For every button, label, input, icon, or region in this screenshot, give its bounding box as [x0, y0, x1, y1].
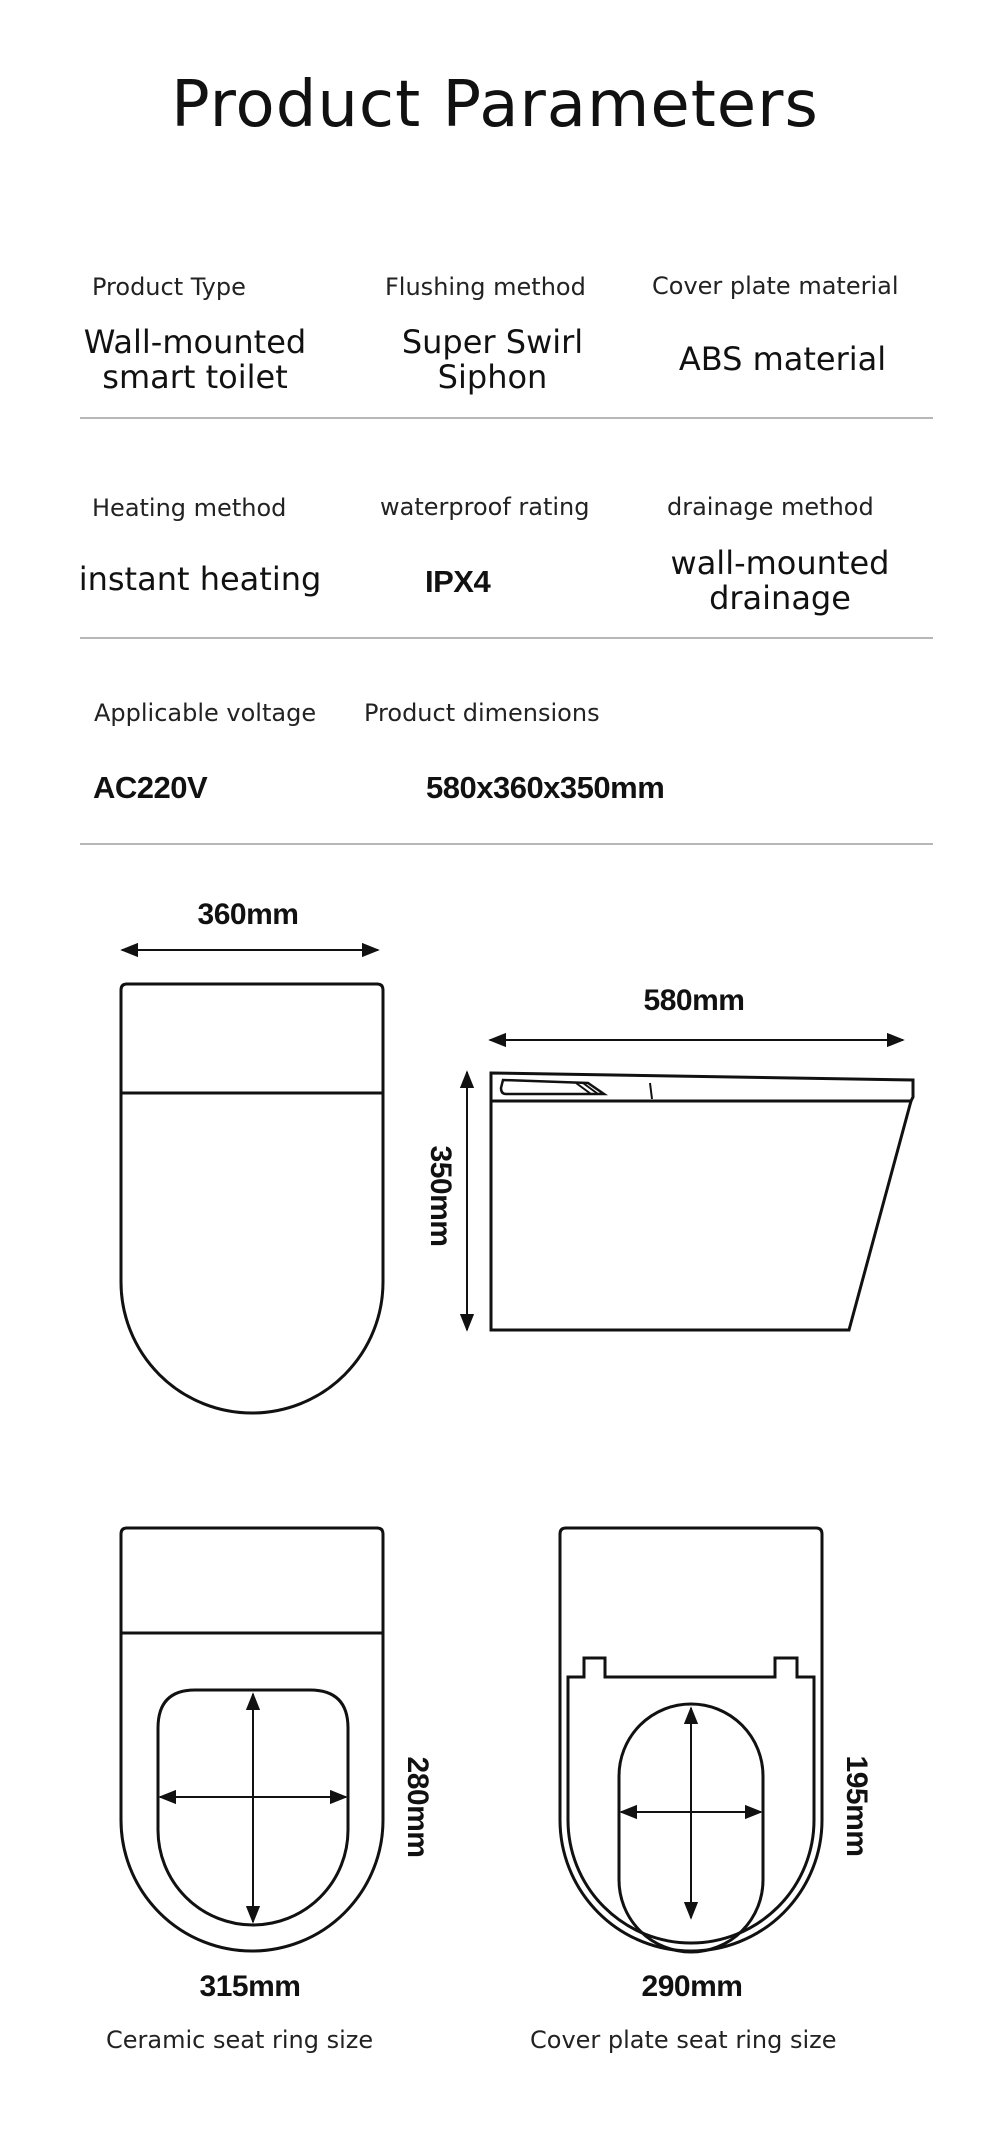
- param-label-waterproof-rating: waterproof rating: [380, 493, 590, 521]
- value-line: wall-mounted: [670, 544, 890, 582]
- cover-seam-line: [650, 1083, 652, 1099]
- cover-seat-caption: Cover plate seat ring size: [530, 2026, 837, 2054]
- toilet-top-outline: [121, 984, 383, 1413]
- top-view-drawing: [121, 898, 383, 1413]
- cover-width-label: 290mm: [641, 1970, 743, 2003]
- side-length-label: 580mm: [643, 984, 745, 1017]
- toilet-body-outline: [491, 1101, 911, 1330]
- page-title: Product Parameters: [171, 68, 819, 142]
- param-label-product-type: Product Type: [92, 273, 246, 301]
- ceramic-seat-drawing: [121, 1528, 434, 2003]
- ceramic-seat-caption: Ceramic seat ring size: [106, 2026, 374, 2054]
- param-label-cover-plate-material: Cover plate material: [652, 272, 899, 300]
- cover-seat-drawing: [560, 1528, 873, 2003]
- param-label-heating-method: Heating method: [92, 494, 287, 522]
- ceramic-length-label: 280mm: [401, 1756, 434, 1858]
- side-height-label: 350mm: [424, 1145, 457, 1247]
- value-line: Wall-mounted: [83, 323, 307, 361]
- value-line: ABS material: [678, 340, 887, 378]
- param-label-product-dimensions: Product dimensions: [364, 699, 600, 727]
- value-line: 580x360x350mm: [426, 770, 665, 805]
- top-width-label: 360mm: [197, 898, 299, 931]
- value-line: instant heating: [78, 560, 322, 598]
- ceramic-width-label: 315mm: [199, 1970, 301, 2003]
- value-line: Siphon: [437, 358, 548, 396]
- value-line: Super Swirl: [401, 323, 584, 361]
- cover-length-label: 195mm: [840, 1755, 873, 1857]
- side-view-drawing: [424, 984, 913, 1330]
- value-line: IPX4: [425, 564, 491, 599]
- value-line: AC220V: [93, 770, 208, 805]
- param-label-drainage-method: drainage method: [667, 493, 874, 521]
- seat-cover-outline: [491, 1073, 913, 1101]
- param-label-applicable-voltage: Applicable voltage: [94, 699, 317, 727]
- value-line: drainage: [709, 579, 851, 617]
- param-label-flushing-method: Flushing method: [385, 273, 586, 301]
- value-line: smart toilet: [102, 358, 288, 396]
